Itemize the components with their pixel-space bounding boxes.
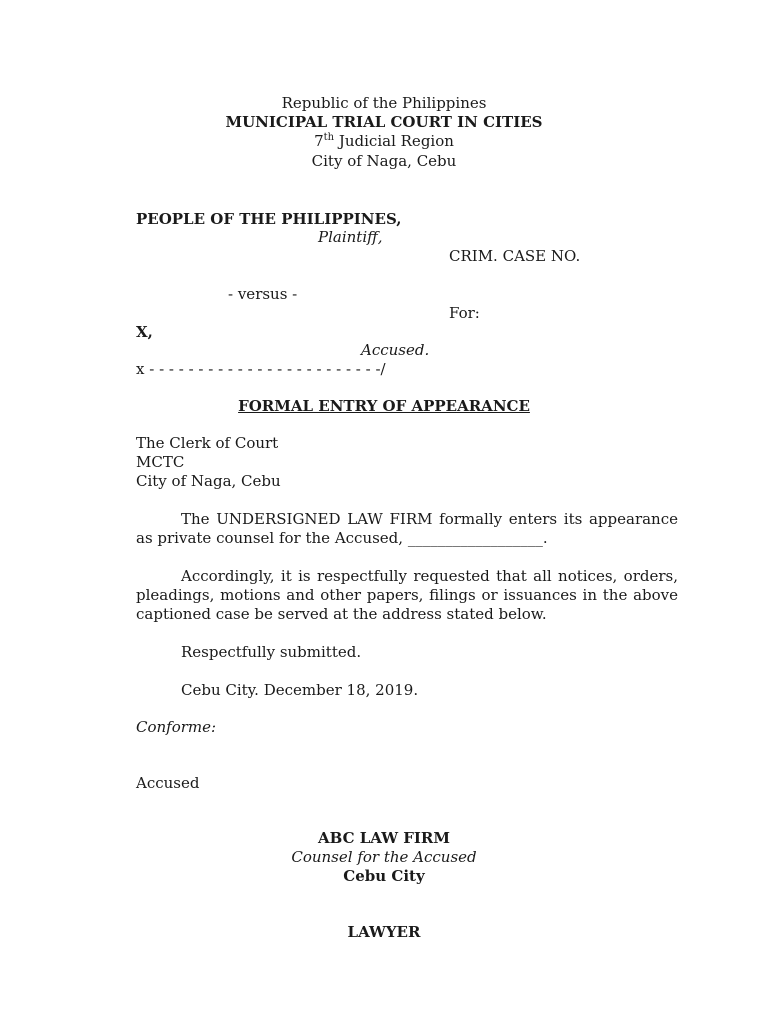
addressee-line-1: The Clerk of Court [136, 434, 279, 452]
header-republic: Republic of the Philippines [281, 94, 487, 112]
addressee-line-3: City of Naga, Cebu [136, 472, 281, 490]
plaintiff-role: Plaintiff, [318, 228, 383, 246]
conforme-label: Conforme: [136, 718, 217, 736]
addressee-line-2: MCTC [136, 453, 185, 471]
paragraph-request-line-2: pleadings, motions and other papers, filings or issuances in the above [136, 586, 678, 604]
respectfully-submitted: Respectfully submitted. [181, 643, 362, 661]
paragraph-request-line-3: captioned case be served at the address stated below. [136, 605, 547, 623]
case-number-label: CRIM. CASE NO. [449, 247, 581, 265]
region-suffix: th [323, 132, 335, 143]
caption-separator: x - - - - - - - - - - - - - - - - - - - - - - - -/ [136, 360, 386, 378]
plaintiff-name: PEOPLE OF THE PHILIPPINES, [136, 210, 402, 228]
paragraph-request-line-1: Accordingly, it is respectfully requested that all notices, orders, [181, 567, 678, 585]
accused-signature-label: Accused [136, 774, 200, 792]
paragraph-request [136, 567, 678, 624]
paragraph-entry [136, 510, 678, 548]
lawyer-name: LAWYER [347, 923, 421, 941]
firm-city: Cebu City [343, 867, 425, 885]
for-label: For: [449, 304, 480, 322]
region-text: Judicial Region [334, 132, 454, 150]
counsel-role: Counsel for the Accused [291, 848, 477, 866]
versus-text: - versus - [228, 285, 298, 303]
header-city: City of Naga, Cebu [311, 152, 457, 170]
accused-name: X, [136, 323, 153, 341]
header-court: MUNICIPAL TRIAL COURT IN CITIES [225, 113, 543, 131]
paragraph-entry-line-1: The UNDERSIGNED LAW FIRM formally enters its appearance [181, 510, 678, 528]
document-title: FORMAL ENTRY OF APPEARANCE [238, 397, 530, 415]
accused-role: Accused. [361, 341, 430, 359]
date-place: Cebu City. December 18, 2019. [181, 681, 419, 699]
region-number: 7 [314, 132, 324, 150]
header-region [0, 132, 768, 151]
law-firm-name: ABC LAW FIRM [318, 829, 450, 847]
paragraph-entry-line-2: as private counsel for the Accused, __________________. [136, 529, 548, 547]
